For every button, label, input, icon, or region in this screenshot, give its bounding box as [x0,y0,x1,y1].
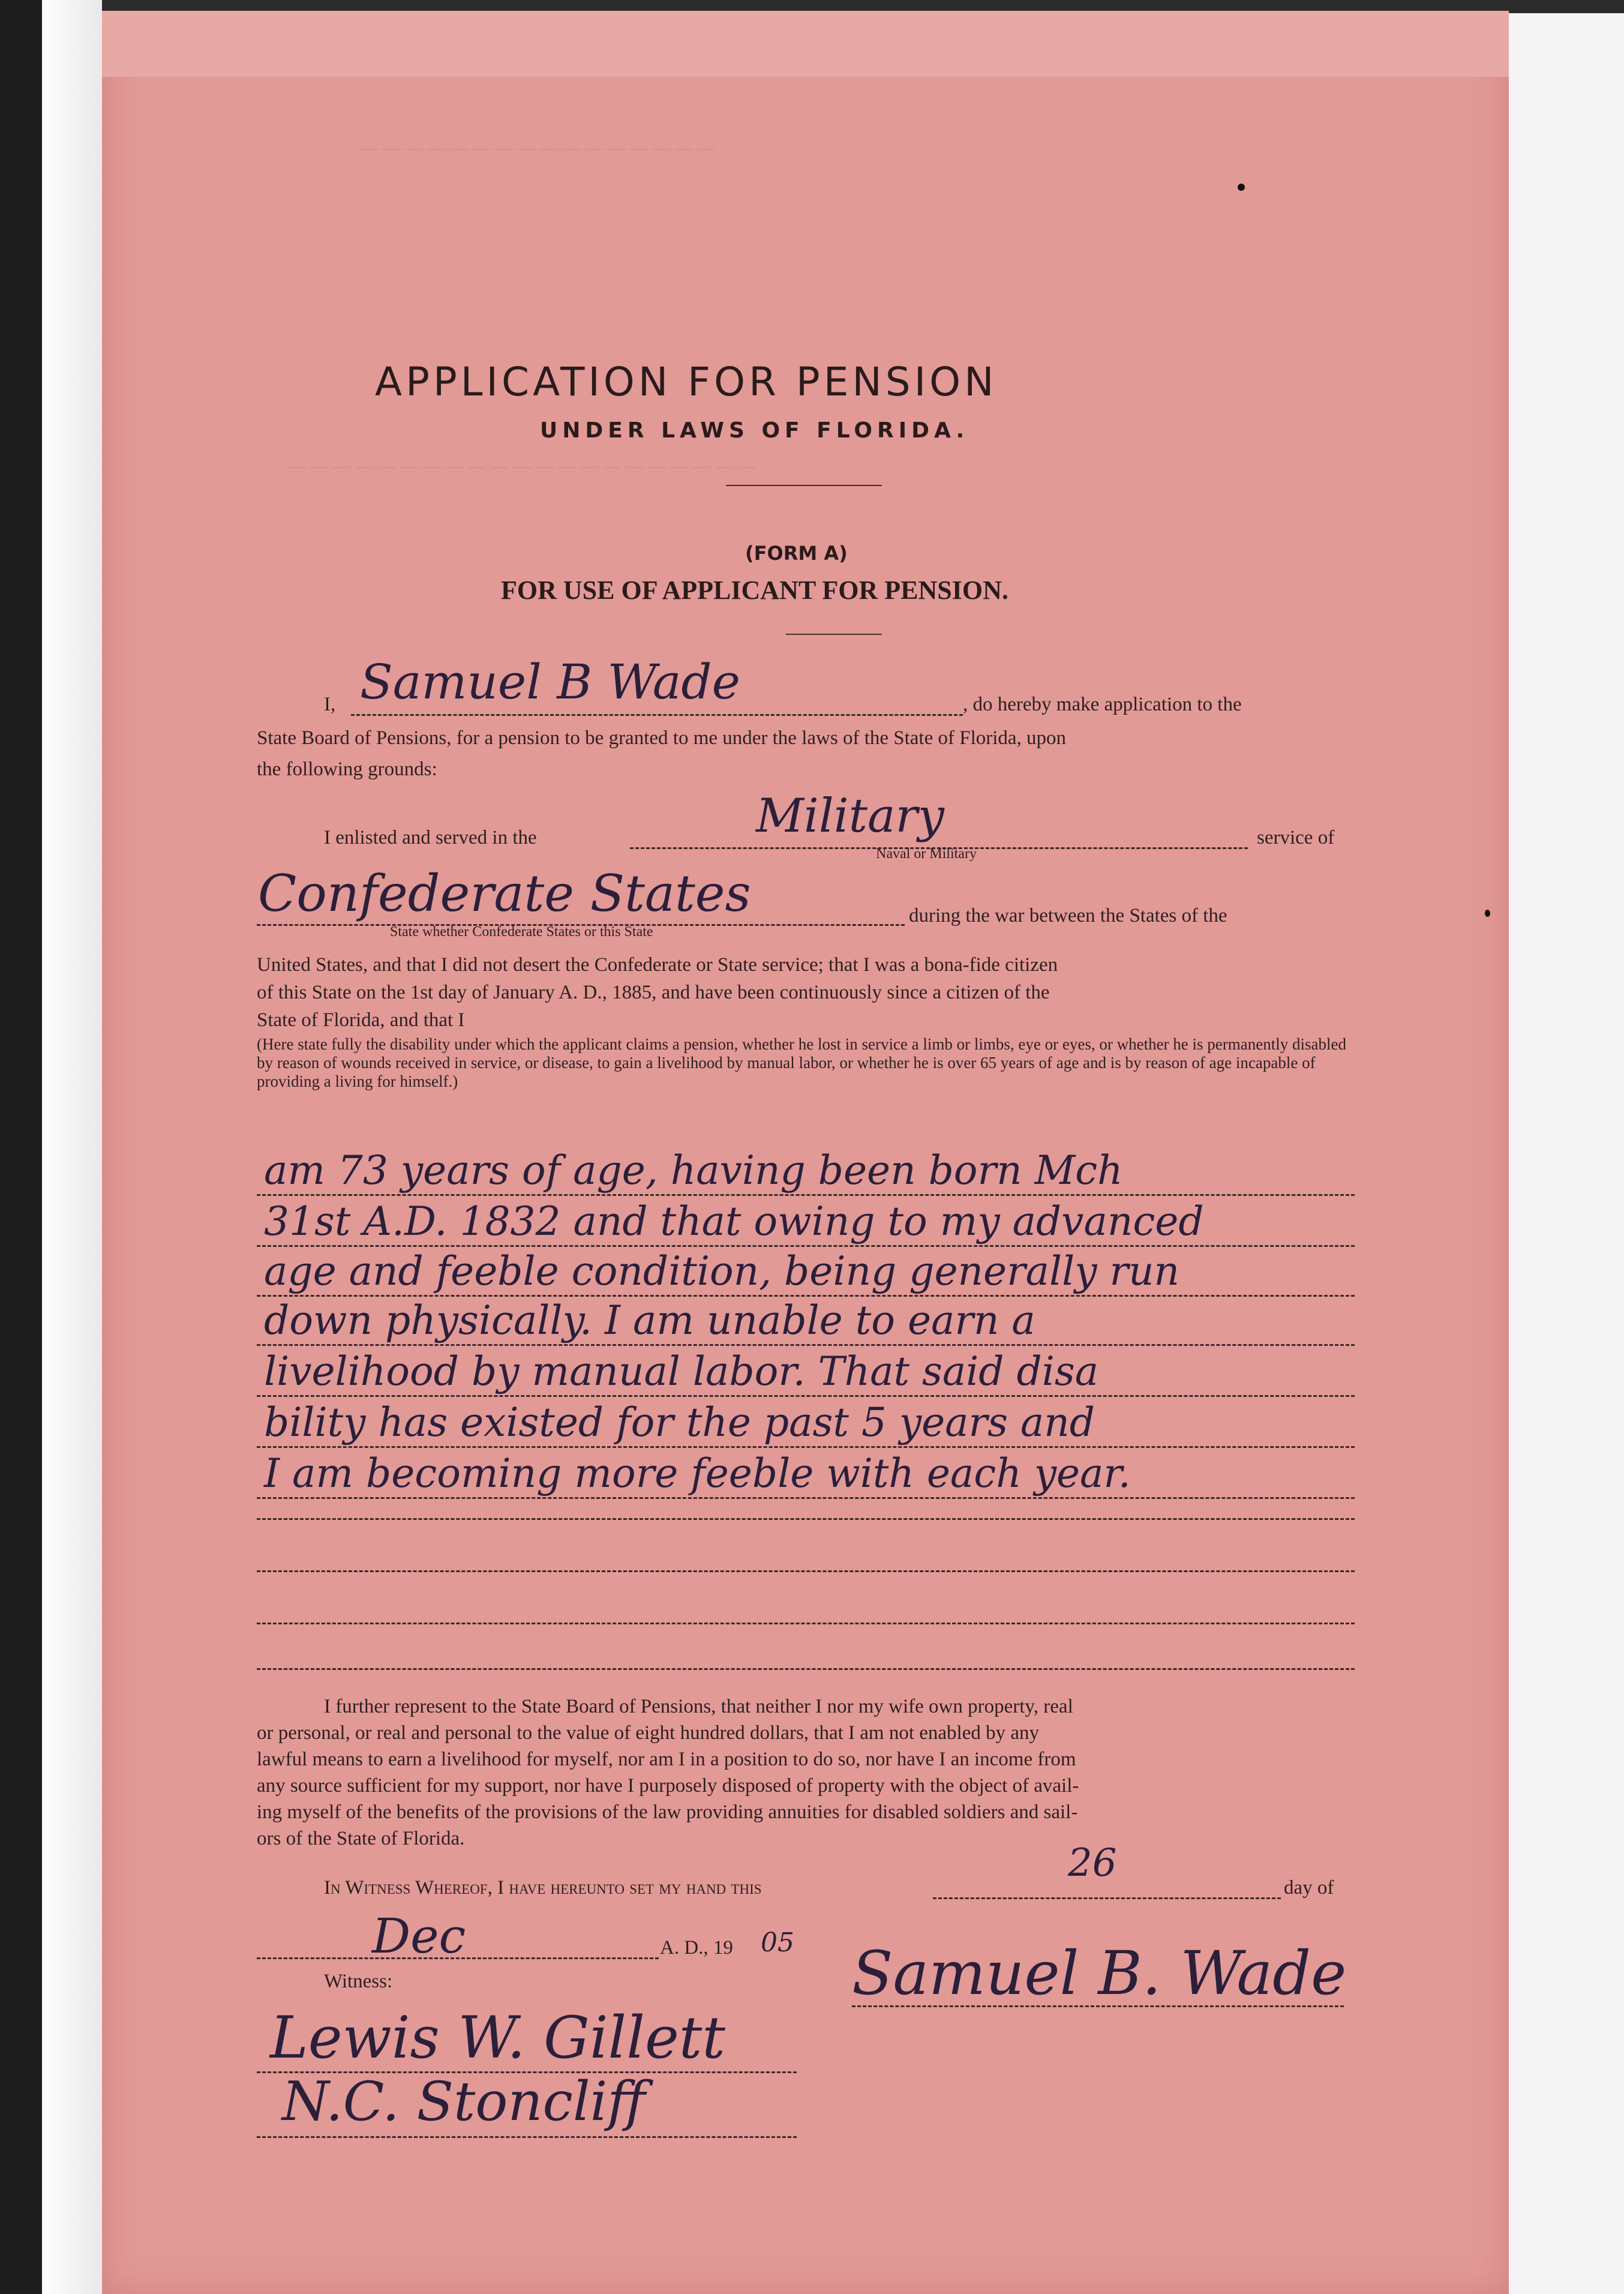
day-suffix: day of [1284,1877,1334,1899]
service-prefix: I enlisted and served in the [324,827,537,848]
representation-line: or personal, or real and personal to the value of eight hundred dollars, that I am not enabled by any [257,1722,1039,1744]
day-line [933,1897,1281,1899]
witness-signature-2: N.C. Stoncliff [282,2070,646,2133]
disability-text: age and feeble condition, being generally run [264,1248,1180,1294]
service-branch: Military [756,789,944,843]
form-subtitle: UNDER LAWS OF FLORIDA. [540,418,969,443]
intro-suffix: , do hereby make application to the [963,694,1242,715]
header-divider [726,485,882,486]
bleed-through-text: — — — — — — — — — — — — — — — — — — — — — [288,456,756,476]
disability-text: am 73 years of age, having been born Mch [264,1147,1123,1194]
ad-prefix: A. D., 19 [660,1937,733,1959]
intro-prefix: I, [324,694,336,715]
representation-line: ing myself of the benefits of the provisions of the law providing annuities for disabled soldiers and sail- [257,1801,1078,1823]
ink-speck [1485,910,1490,917]
state-suffix: during the war between the States of the [909,905,1227,926]
disability-text: livelihood by manual labor. That said disa [264,1348,1099,1395]
service-line-4: State of Florida, and that I [257,1009,465,1031]
blank-line [257,1518,1355,1520]
ad-year: 05 [761,1927,794,1958]
disability-line [257,1446,1355,1448]
service-state: Confederate States [258,864,751,923]
purpose-divider [786,634,882,635]
form-title: APPLICATION FOR PENSION [375,359,998,405]
representation-line: lawful means to earn a livelihood for myself, nor am I in a position to do so, nor have I an income from [257,1749,1076,1770]
disability-line [257,1497,1355,1499]
intro-line-3: the following grounds: [257,758,437,780]
service-suffix: service of [1257,827,1335,848]
disability-text: 31st A.D. 1832 and that owing to my advanced [264,1198,1204,1245]
representation-line: any source sufficient for my support, nor have I purposely disposed of property with the object of avail- [257,1775,1079,1797]
disability-text: down physically. I am unable to earn a [264,1297,1035,1344]
witness-label: Witness: [324,1971,393,1992]
disability-line [257,1245,1355,1247]
blank-line [257,1570,1355,1572]
disability-line [257,1295,1355,1297]
service-line-2: United States, and that I did not desert the Confederate or State service; that I was a bona-fide citizen [257,954,1058,976]
ink-speck [1238,184,1245,191]
witness-day: 26 [1068,1841,1117,1885]
blank-line [257,1668,1355,1670]
disability-line [257,1194,1355,1196]
representation-line: ors of the State of Florida. [257,1828,465,1849]
witness-month: Dec [372,1908,466,1964]
form-purpose: FOR USE OF APPLICANT FOR PENSION. [501,575,1008,605]
bleed-through-text: — — — — — — — — — — — — — — — — [360,138,716,158]
disability-instructions: (Here state fully the disability under which the applicant claims a pension, whether he lost in service a limb or limbs, eye or eyes, or whether he is permanently disabled by reason of wounds received in service, or disease, to gain a livelihood by manual labor, or whether he is over 65 years of age and is by reason of age incapable of providing a living for himself.) [257,1035,1346,1090]
blank-line [257,1623,1355,1624]
form-designation: (FORM A) [745,542,848,565]
disability-line [257,1395,1355,1397]
paper-fold-strip [102,11,1509,77]
applicant-name-line [351,714,963,716]
disability-text: I am becoming more feeble with each year. [264,1450,1131,1497]
applicant-name: Samuel B Wade [360,654,740,710]
scan-backing-sheet [42,0,102,2294]
disability-text: bility has existed for the past 5 years and [264,1399,1095,1446]
witness-signature-1: Lewis W. Gillett [270,2004,725,2071]
scan-left-edge [0,0,42,2294]
representation-line: I further represent to the State Board of Pensions, that neither I nor my wife own property, real [324,1696,1073,1717]
applicant-signature: Samuel B. Wade [852,1938,1347,2008]
witness-whereof-text: In Witness Whereof, I have hereunto set my hand this [324,1877,762,1899]
branch-caption: Naval or Military [876,846,977,862]
witness-line-2 [257,2136,797,2138]
service-line-3: of this State on the 1st day of January A. D., 1885, and have been continuously since a citizen of the [257,982,1050,1003]
state-caption: State whether Confederate States or this State [390,924,653,940]
intro-line-2: State Board of Pensions, for a pension to be granted to me under the laws of the State of Florida, upon [257,727,1067,749]
disability-line [257,1344,1355,1346]
